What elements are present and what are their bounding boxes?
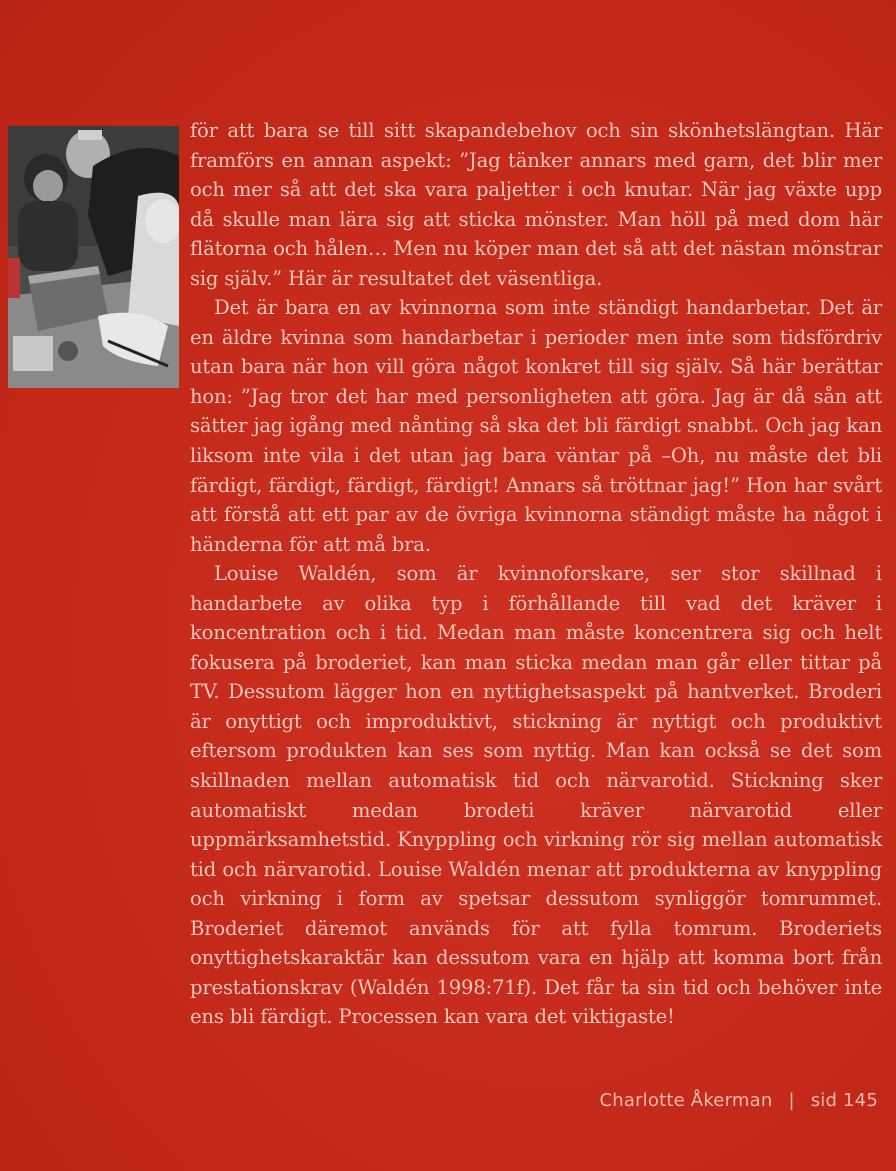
paragraph-1: för att bara se till sitt skapandebehov och sin skönhetslängtan. Här framförs en annan aspekt: ”Jag tänker annars med garn, det blir mer och mer så att det ska vara paljetter i och knutar. När jag växte upp då skulle man lära sig att sticka mönster. Man höll på med dom här flätorna och hålen… Men nu köper man det så att det nästan mönstrar sig själv.” Här är resultatet det väsentliga. [190,119,882,290]
footer-author: Charlotte Åkerman [599,1090,773,1111]
paragraph-2: Det är bara en av kvinnorna som inte ständigt handarbetar. Det är en äldre kvinna som handarbetar i perioder men inte som tidsfördriv utan bara när hon vill göra något konkret till sig själv. Så här berättar hon: ”Jag tror det har med personligheten att göra. Jag är då sån att sätter jag igång med nånting så ska det bli färdigt snabbt. Och jag kan liksom inte vila i det utan jag bara väntar på –Oh, nu måste det bli färdigt, färdigt, färdigt, färdigt! Annars så tröttnar jag!” Hon har svårt att förstå att ett par av de övriga kvinnorna ständigt måste ha något i händerna för att må bra. [190,296,882,556]
photo-knitting-women [8,126,179,388]
photo-icon [8,126,179,388]
page-number: sid 145 [810,1090,878,1111]
page-footer [599,1090,878,1111]
article-body [190,116,882,1032]
footer-separator: | [788,1090,795,1111]
paragraph-3: Louise Waldén, som är kvinnoforskare, ser stor skillnad i handarbete av olika typ i förhållande till vad det kräver i koncentration och i tid. Medan man måste koncentrera sig och helt fokusera på broderiet, kan man sticka medan man går eller tittar på TV. Dessutom lägger hon en nyttighetsaspekt på hantverket. Broderi är onyttigt och improduktivt, stickning är nyttigt och produktivt eftersom produkten kan ses som nyttig. Man kan också se det som skillnaden mellan automatisk tid och närvarotid. Stickning sker automatiskt medan brodeti kräver närvarotid eller uppmärksamhetstid. Knyppling och virkning rör sig mellan automatisk tid och närvarotid. Louise Waldén menar att produkterna av knyppling och virkning i form av spetsar dessutom synliggör tomrummet. Broderiet däremot används för att fylla tomrum. Broderiets onyttighetskaraktär kan dessutom vara en hjälp att komma bort från prestationskrav (Waldén 1998:71f). Det får ta sin tid och behöver inte ens bli färdigt. Processen kan vara det viktigaste! [190,562,882,1029]
